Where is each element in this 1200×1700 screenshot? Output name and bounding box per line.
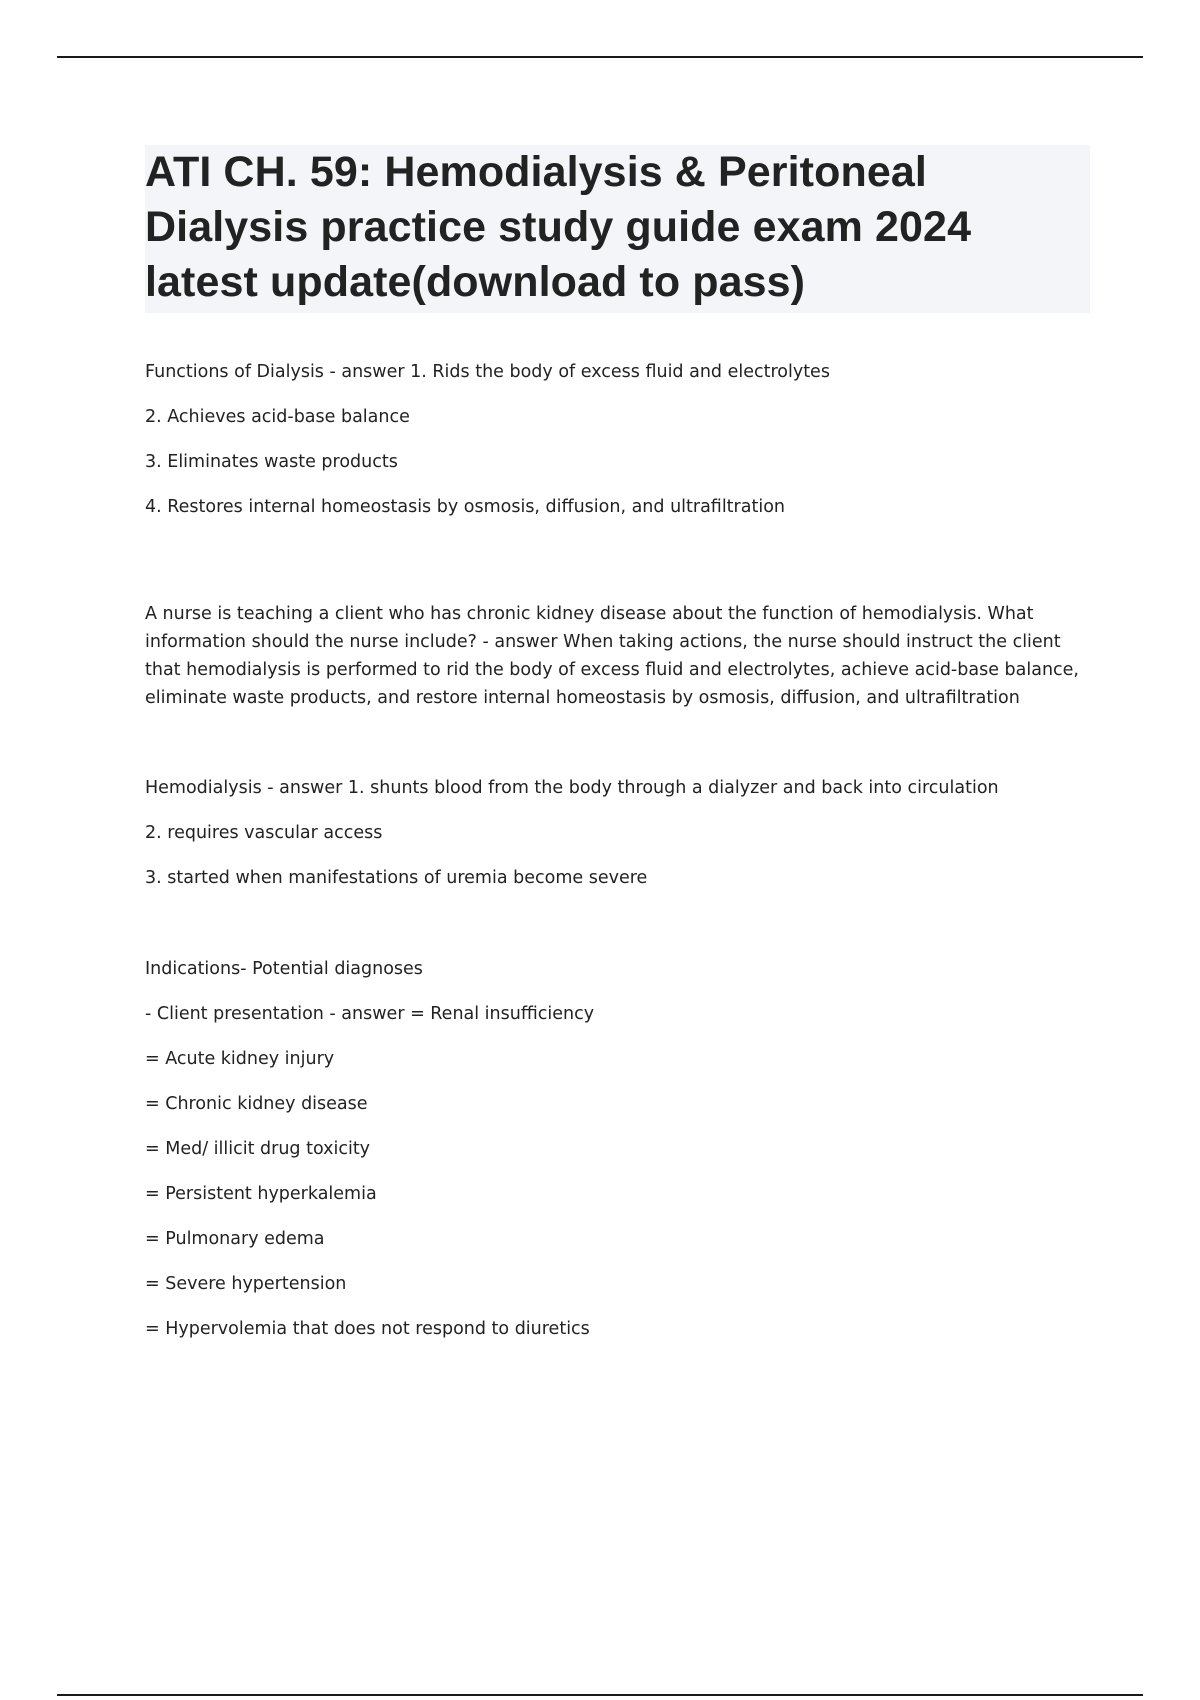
hemodialysis-section [145, 774, 1090, 909]
document-title: ATI CH. 59: Hemodialysis & Peritoneal Dialysis practice study guide exam 2024 latest update(download to pass) [145, 148, 972, 306]
footer-rule [57, 1694, 1143, 1696]
functions-line: 2. Achieves acid-base balance [145, 407, 410, 427]
header-rule [57, 56, 1143, 58]
nurse-question-paragraph: A nurse is teaching a client who has chronic kidney disease about the function of hemodialysis. What information should the nurse include? - answer When taking actions, the nurse should instruct the client that hemodialysis is performed to rid the body of excess fluid and electrolytes, achieve acid-base balance, eliminate waste products, and restore internal homeostasis by osmosis, diffusion, and ultrafiltration [145, 604, 1079, 708]
nurse-question-section [145, 600, 1090, 712]
hemodialysis-line: 3. started when manifestations of uremia become severe [145, 868, 648, 888]
indications-line: = Hypervolemia that does not respond to diuretics [145, 1319, 590, 1339]
hemodialysis-first-line: Hemodialysis - answer 1. shunts blood from the body through a dialyzer and back into circulation [145, 778, 999, 798]
document-body [145, 358, 1090, 1360]
indications-line: = Persistent hyperkalemia [145, 1184, 377, 1204]
document-content [145, 145, 1090, 1360]
functions-first-line: Functions of Dialysis - answer 1. Rids the body of excess fluid and electrolytes [145, 362, 830, 382]
title-block [145, 145, 1090, 313]
indications-line: = Pulmonary edema [145, 1229, 325, 1249]
functions-line: 4. Restores internal homeostasis by osmosis, diffusion, and ultrafiltration [145, 497, 785, 517]
indications-line: = Med/ illicit drug toxicity [145, 1139, 371, 1159]
spacer [145, 538, 1090, 600]
spacer [145, 712, 1090, 774]
functions-line: 3. Eliminates waste products [145, 452, 398, 472]
indications-line: = Severe hypertension [145, 1274, 347, 1294]
functions-section [145, 358, 1090, 538]
spacer [145, 909, 1090, 955]
indications-line: = Chronic kidney disease [145, 1094, 368, 1114]
hemodialysis-line: 2. requires vascular access [145, 823, 383, 843]
indications-line: = Acute kidney injury [145, 1049, 335, 1069]
indications-section [145, 955, 1090, 1360]
indications-heading: Indications- Potential diagnoses [145, 959, 423, 979]
indications-first-line: - Client presentation - answer = Renal insufficiency [145, 1004, 595, 1024]
